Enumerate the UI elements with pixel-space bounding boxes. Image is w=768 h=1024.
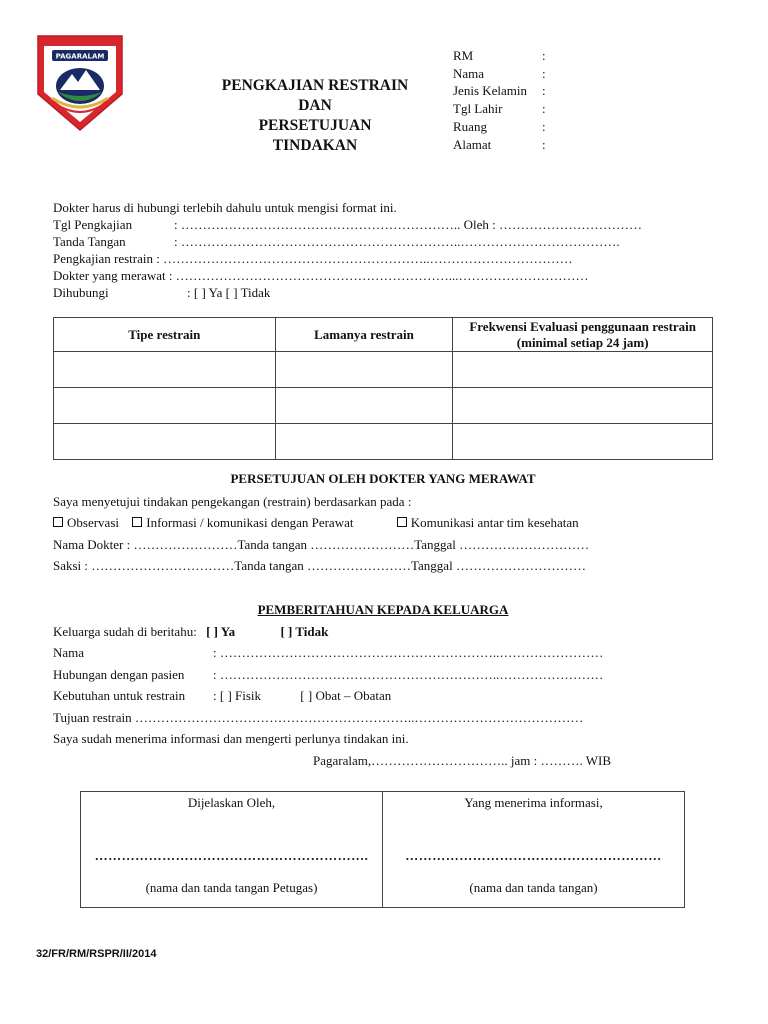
hubungan-field[interactable]: : ………………………………………………………..……………………: [213, 667, 604, 682]
informasi-label: Informasi / komunikasi dengan Perawat: [146, 515, 354, 530]
id-label: Nama: [453, 65, 485, 81]
observasi-checkbox[interactable]: [53, 517, 63, 527]
komunikasi-label: Komunikasi antar tim kesehatan: [410, 515, 579, 530]
table-cell[interactable]: [275, 352, 453, 388]
assessment-intro: Dokter harus di hubungi terlebih dahulu untuk mengisi format ini.: [53, 200, 397, 215]
family-statement: Saya sudah menerima informasi dan mengerti perlunya tindakan ini.: [53, 731, 409, 746]
saksi-field[interactable]: Saksi : ……………………………Tanda tangan ……………………Tanggal …………………………: [53, 558, 586, 573]
dihubungi-row: [53, 285, 270, 301]
restraint-table: [53, 317, 713, 460]
table-row: [54, 388, 713, 424]
id-row-tgl-lahir: [453, 100, 546, 118]
table-header-cell: Lamanya restrain: [275, 318, 453, 352]
form-code: 32/FR/RM/RSPR/II/2014: [36, 948, 157, 960]
table-cell[interactable]: [54, 424, 276, 460]
recipient-signature-line[interactable]: …………………………………………………: [405, 848, 662, 863]
tgl-pengkajian-label: Tgl Pengkajian: [53, 217, 133, 232]
hubungan-row: [53, 667, 603, 683]
id-row-nama: [453, 65, 546, 83]
keluarga-ya-option[interactable]: [ ] Ya: [206, 624, 236, 639]
id-sep: :: [542, 101, 546, 117]
id-row-alamat: [453, 136, 546, 154]
hubungan-label: Hubungan dengan pasien: [53, 667, 185, 682]
signature-caption: (nama dan tanda tangan): [469, 880, 598, 895]
id-sep: :: [542, 83, 546, 99]
table-row: [54, 352, 713, 388]
signature-caption: (nama dan tanda tangan Petugas): [145, 880, 318, 895]
form-title: [200, 76, 430, 156]
family-heading: PEMBERITAHUAN KEPADA KELUARGA: [257, 602, 509, 617]
id-label: Ruang: [453, 118, 487, 134]
dokter-merawat-field[interactable]: Dokter yang merawat : ………………………………………………………...…………………………: [53, 268, 589, 283]
consent-heading: PERSETUJUAN OLEH DOKTER YANG MERAWAT: [230, 471, 536, 486]
city-emblem-logo: [36, 34, 124, 132]
title-line-3: PERSETUJUAN: [258, 117, 372, 134]
dihubungi-options[interactable]: : [ ] Ya [ ] Tidak: [187, 285, 271, 300]
signature-row: [81, 792, 685, 908]
informasi-checkbox[interactable]: [132, 517, 142, 527]
signature-cell-recipient: [383, 792, 685, 908]
table-cell[interactable]: [54, 388, 276, 424]
id-label: Jenis Kelamin: [453, 83, 528, 99]
patient-id-block: [453, 47, 546, 153]
id-row-ruang: [453, 118, 546, 136]
table-cell[interactable]: [275, 424, 453, 460]
id-sep: :: [542, 48, 546, 63]
tanda-tangan-row: [53, 234, 620, 250]
keluarga-tidak-option[interactable]: [ ] Tidak: [280, 624, 329, 639]
tujuan-restrain-field[interactable]: Tujuan restrain ………………………………………………………..…………………………………: [53, 710, 584, 725]
pengkajian-restrain-field[interactable]: Pengkajian restrain : ……………………………………………………..……………………………: [53, 251, 573, 266]
signature-cell-officer: [81, 792, 383, 908]
signature-table: [80, 791, 685, 908]
consent-intro: Saya menyetujui tindakan pengekangan (restrain) berdasarkan pada :: [53, 494, 412, 509]
table-cell[interactable]: [54, 352, 276, 388]
kebutuhan-row: [53, 688, 391, 704]
kebutuhan-fisik-option[interactable]: : [ ] Fisik: [213, 688, 262, 703]
id-row-jenis-kelamin: [453, 82, 546, 100]
observasi-label: Observasi: [67, 515, 119, 530]
table-cell[interactable]: [453, 424, 713, 460]
place-date-field[interactable]: Pagaralam,………………………….. jam : ………. WIB: [313, 753, 612, 768]
table-header-cell: Tipe restrain: [54, 318, 276, 352]
title-line-2: DAN: [298, 97, 332, 114]
logo-banner-text: PAGARALAM: [55, 52, 105, 61]
dihubungi-label: Dihubungi: [53, 285, 109, 300]
officer-signature-line[interactable]: …………………………………………………….: [94, 848, 369, 863]
nama-dokter-field[interactable]: Nama Dokter : ……………………Tanda tangan ……………………Tanggal …………………………: [53, 537, 590, 552]
id-sep: :: [542, 118, 546, 134]
nama-keluarga-label: Nama: [53, 645, 85, 660]
signature-heading: Dijelaskan Oleh,: [187, 795, 276, 810]
kebutuhan-obat-option[interactable]: [ ] Obat – Obatan: [300, 688, 392, 703]
id-label: Alamat: [453, 136, 492, 152]
table-header-row: [54, 318, 713, 352]
id-label: RM: [453, 48, 474, 63]
keluarga-row: [53, 624, 328, 640]
id-sep: :: [542, 65, 546, 81]
nama-keluarga-field[interactable]: : ………………………………………………………..……………………: [213, 645, 604, 660]
id-label: Tgl Lahir: [453, 101, 503, 117]
keluarga-label: Keluarga sudah di beritahu:: [53, 624, 197, 639]
table-cell[interactable]: [275, 388, 453, 424]
title-line-4: TINDAKAN: [272, 137, 358, 154]
table-row: [54, 424, 713, 460]
tgl-pengkajian-field[interactable]: : ……………………………………………………….. Oleh : ……………………………: [174, 217, 642, 232]
table-header-cell: Frekwensi Evaluasi penggunaan restrain (minimal setiap 24 jam): [453, 318, 713, 352]
tanda-tangan-field[interactable]: : ………………………………………………………..……………………………….: [174, 234, 620, 249]
signature-heading: Yang menerima informasi,: [464, 795, 603, 810]
komunikasi-checkbox[interactable]: [397, 517, 407, 527]
id-row-rm: [453, 47, 546, 65]
tanda-tangan-label: Tanda Tangan: [53, 234, 126, 249]
table-cell[interactable]: [453, 388, 713, 424]
table-cell[interactable]: [453, 352, 713, 388]
tgl-pengkajian-row: [53, 217, 642, 233]
nama-keluarga-row: [53, 645, 603, 661]
title-line-1: PENGKAJIAN RESTRAIN: [221, 77, 409, 94]
id-sep: :: [542, 136, 546, 152]
kebutuhan-label: Kebutuhan untuk restrain: [53, 688, 186, 703]
consent-options-row: [53, 515, 579, 531]
